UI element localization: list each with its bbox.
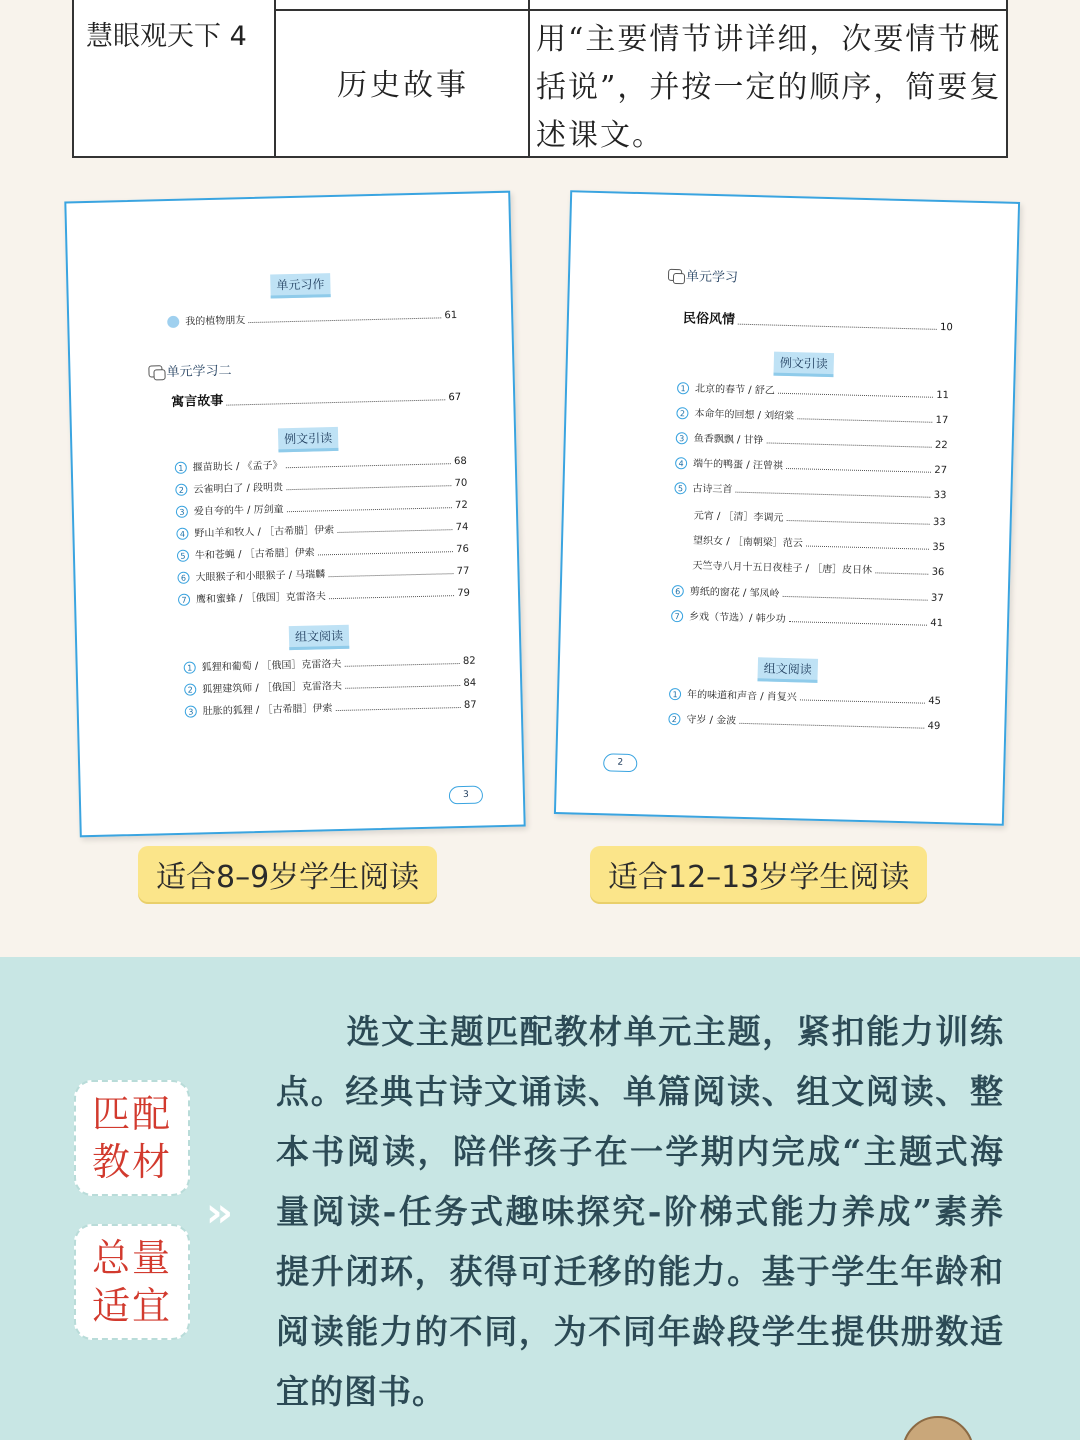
toc-page: 87 bbox=[463, 699, 477, 711]
toc-page: 68 bbox=[453, 455, 467, 468]
number-badge-icon: 3 bbox=[185, 705, 197, 717]
chevron-right-icon: ›› bbox=[206, 1190, 227, 1236]
toc-title: 剪纸的窗花 / 邹凤岭 bbox=[689, 586, 780, 600]
toc-page: 33 bbox=[932, 516, 946, 529]
toc-title: 大眼猴子和小眼猴子 / 马瑞麟 bbox=[195, 569, 326, 584]
toc-row bbox=[177, 540, 469, 562]
toc-title: 揠苗助长 / 《孟子》 bbox=[192, 460, 283, 474]
toc-title: 古诗三首 bbox=[692, 483, 733, 496]
number-badge-icon: 3 bbox=[676, 432, 688, 444]
toc-page: 77 bbox=[456, 565, 470, 578]
toc-title: 乡戏（节选）/ 韩少功 bbox=[688, 611, 786, 626]
toc-page: 22 bbox=[934, 439, 948, 452]
toc-row bbox=[674, 479, 946, 501]
table-divider bbox=[528, 0, 530, 156]
book-page-right bbox=[554, 190, 1020, 826]
toc-title: 爱自夸的牛 / 厉剑童 bbox=[193, 504, 284, 518]
toc-row bbox=[668, 710, 940, 732]
number-badge-icon: 6 bbox=[672, 585, 684, 597]
toc-title: 野山羊和牧人 / ［古希腊］伊索 bbox=[194, 525, 335, 540]
unit-icon bbox=[148, 365, 162, 377]
toc-page: 11 bbox=[936, 389, 950, 402]
feature-pill-amount: 总量 适宜 bbox=[74, 1224, 190, 1340]
section-tag: 组文阅读 bbox=[289, 625, 350, 650]
section-tag: 单元习作 bbox=[270, 273, 331, 298]
number-badge-icon: 7 bbox=[671, 610, 683, 622]
toc-row bbox=[671, 607, 943, 629]
toc-row bbox=[176, 518, 468, 540]
toc-row bbox=[175, 452, 467, 474]
toc-row bbox=[672, 582, 944, 604]
toc-row bbox=[175, 474, 467, 496]
bullet-icon bbox=[167, 316, 179, 328]
toc-row bbox=[184, 652, 476, 674]
toc-title: 牛和苍蝇 / ［古希腊］伊索 bbox=[194, 547, 315, 562]
toc-row bbox=[184, 674, 476, 696]
number-badge-icon: 1 bbox=[669, 688, 681, 700]
number-badge-icon: 2 bbox=[175, 484, 187, 496]
toc-page: 17 bbox=[935, 414, 949, 427]
number-badge-icon: 2 bbox=[668, 713, 680, 725]
unit-topic-title: 寓言故事 bbox=[171, 393, 224, 410]
unit-topic-page: 10 bbox=[939, 321, 953, 334]
toc-title: 狐狸和葡萄 / ［俄国］克雷洛夫 bbox=[201, 658, 342, 674]
section-tag: 例文引读 bbox=[278, 427, 339, 452]
number-badge-icon: 2 bbox=[676, 407, 688, 419]
toc-title: 本命年的回想 / 刘绍棠 bbox=[694, 408, 795, 423]
toc-title: 北京的春节 / 舒乙 bbox=[694, 383, 775, 397]
number-badge-icon: 3 bbox=[176, 506, 188, 518]
toc-title: 端午的鸭蛋 / 汪曾祺 bbox=[692, 458, 783, 472]
toc-row bbox=[176, 496, 468, 518]
toc-page: 45 bbox=[928, 695, 942, 708]
unit-heading bbox=[148, 360, 231, 381]
number-badge-icon: 4 bbox=[176, 528, 188, 540]
unit-topic bbox=[683, 307, 953, 333]
section-tag: 组文阅读 bbox=[757, 657, 818, 683]
number-badge-icon: 1 bbox=[175, 462, 187, 474]
number-badge-icon: 1 bbox=[184, 661, 196, 673]
info-table bbox=[72, 0, 1008, 158]
toc-title: 天竺寺八月十五日夜桂子 / ［唐］皮日休 bbox=[692, 560, 873, 577]
toc-title: 云雀明白了 / 段明贵 bbox=[193, 482, 284, 496]
unit-heading-label: 单元学习二 bbox=[166, 363, 232, 381]
toc-row bbox=[675, 454, 947, 476]
toc-title: 年的味道和声音 / 肖复兴 bbox=[686, 689, 797, 704]
toc-page: 33 bbox=[933, 489, 947, 502]
number-badge-icon: 6 bbox=[177, 572, 189, 584]
toc-page: 37 bbox=[930, 592, 944, 605]
book-page-left bbox=[64, 191, 525, 838]
page-number-badge: 2 bbox=[603, 753, 637, 772]
toc-title: 望织女 / ［南朝梁］范云 bbox=[692, 535, 803, 550]
toc-row bbox=[185, 696, 477, 718]
toc-row bbox=[669, 685, 941, 707]
toc-page: 82 bbox=[462, 655, 476, 667]
toc-title: 元宵 / ［清］李调元 bbox=[693, 510, 784, 524]
toc-page: 79 bbox=[457, 587, 471, 600]
toc-page: 35 bbox=[932, 541, 946, 554]
number-badge-icon: 2 bbox=[184, 683, 196, 695]
toc-page: 74 bbox=[455, 521, 469, 534]
table-row-divider bbox=[274, 9, 1006, 11]
table-cell-genre: 历史故事 bbox=[337, 68, 469, 103]
toc-title: 我的植物朋友 bbox=[185, 315, 246, 328]
number-badge-icon: 4 bbox=[675, 457, 687, 469]
toc-title: 狐狸建筑师 / ［俄国］克雷洛夫 bbox=[202, 680, 343, 696]
unit-topic-title: 民俗风情 bbox=[682, 311, 736, 328]
number-badge-icon: 1 bbox=[677, 382, 689, 394]
section-tag: 例文引读 bbox=[773, 352, 834, 378]
toc-page: 41 bbox=[930, 617, 944, 630]
toc-row bbox=[693, 532, 945, 554]
toc-title: 鹰和蜜蜂 / ［俄国］克雷洛夫 bbox=[195, 591, 326, 606]
toc-page: 70 bbox=[454, 477, 468, 490]
toc-title: 守岁 / 金波 bbox=[686, 714, 737, 727]
unit-icon bbox=[668, 268, 682, 280]
unit-heading-label: 单元学习 bbox=[685, 269, 739, 286]
unit-topic-page: 67 bbox=[448, 391, 462, 404]
age-badge-right: 适合12–13岁学生阅读 bbox=[590, 846, 927, 902]
unit-heading bbox=[668, 265, 738, 286]
table-cell-goal: 用“主要情节讲详细，次要情节概括说”，并按一定的顺序，简要复述课文。 bbox=[536, 22, 1002, 153]
age-badge-left: 适合8–9岁学生阅读 bbox=[138, 846, 437, 902]
toc-row bbox=[177, 562, 469, 584]
number-badge-icon: 5 bbox=[177, 550, 189, 562]
table-divider bbox=[274, 0, 276, 156]
toc-row bbox=[676, 429, 948, 451]
toc-row bbox=[677, 379, 949, 401]
toc-page: 49 bbox=[927, 720, 941, 733]
toc-page: 61 bbox=[444, 309, 458, 322]
number-badge-icon: 7 bbox=[178, 594, 190, 606]
feature-pill-match: 匹配 教材 bbox=[74, 1080, 190, 1196]
table-cell-unit: 慧眼观天下 4 bbox=[86, 21, 247, 52]
toc-row bbox=[178, 584, 470, 606]
toc-row bbox=[694, 507, 946, 529]
toc-page: 36 bbox=[931, 566, 945, 579]
number-badge-icon: 5 bbox=[674, 482, 686, 494]
toc-page: 76 bbox=[456, 543, 470, 556]
toc-page: 84 bbox=[463, 677, 477, 689]
page-number-badge: 3 bbox=[449, 785, 483, 804]
unit-topic bbox=[171, 384, 461, 410]
toc-row bbox=[692, 557, 944, 579]
feature-paragraph bbox=[276, 1002, 1004, 1422]
toc-row bbox=[676, 404, 948, 426]
toc-page: 27 bbox=[934, 464, 948, 477]
feature-paragraph-text: 选文主题匹配教材单元主题，紧扣能力训练点。经典古诗文诵读、单篇阅读、组文阅读、整本书阅读，陪伴孩子在一学期内完成“主题式海量阅读-任务式趣味探究-阶梯式能力养成”素养提升闭环，获得可迁移的能力。基于学生年龄和阅读能力的不同，为不同年龄段学生提供册数适宜的图书。 bbox=[276, 1012, 1004, 1411]
toc-title: 肚胀的狐狸 / ［古希腊］伊索 bbox=[202, 703, 333, 718]
toc-row bbox=[167, 306, 457, 328]
toc-page: 72 bbox=[454, 499, 468, 512]
toc-title: 鱼香飘飘 / 甘铮 bbox=[693, 433, 764, 447]
